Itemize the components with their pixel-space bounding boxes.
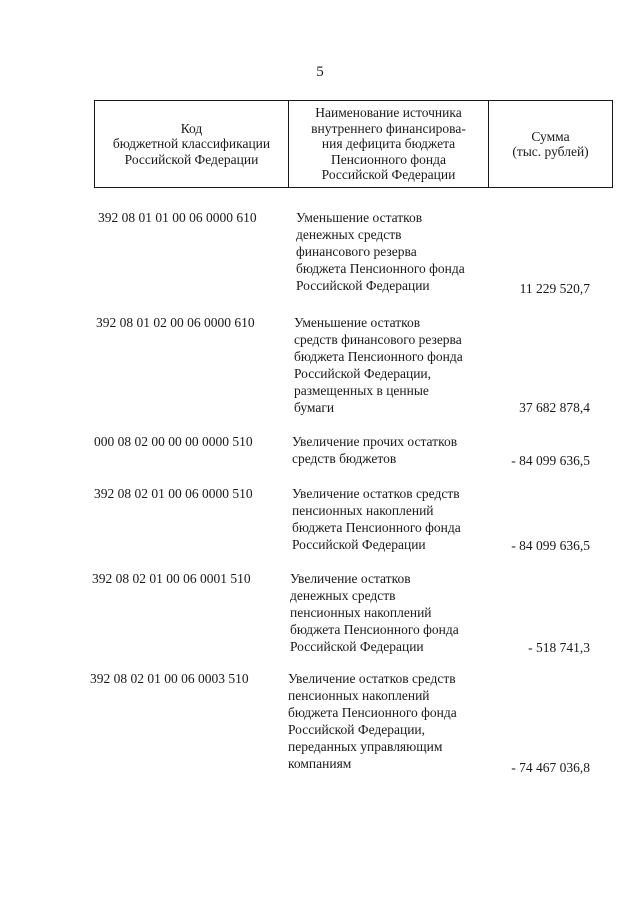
row-name-line: Российской Федерации (296, 278, 430, 293)
row-code: 392 08 02 01 00 06 0001 510 (92, 571, 251, 586)
row-name-line: бюджета Пенсионного фонда (296, 261, 465, 276)
header-name-line: Пенсионного фонда (330, 151, 447, 167)
header-name-line: внутреннего финансирова- (311, 120, 466, 136)
row-name-line: Российской Федерации (292, 537, 426, 552)
row-name-line: пенсионных накоплений (292, 503, 434, 518)
row-name-line: Увеличение остатков средств (288, 671, 456, 686)
header-name-line: ния дефицита бюджета (321, 136, 456, 152)
row-name (296, 209, 526, 294)
row-name (294, 314, 524, 416)
header-name-line: Наименование источника (315, 105, 462, 121)
table-header (94, 100, 613, 188)
header-name-line: Российской Федерации (321, 167, 456, 183)
header-amount-cell (489, 101, 613, 188)
row-code: 392 08 02 01 00 06 0003 510 (90, 671, 249, 686)
row-name-line: бюджета Пенсионного фонда (292, 520, 461, 535)
row-name-line: бюджета Пенсионного фонда (288, 705, 457, 720)
row-name-line: финансового резерва (296, 244, 417, 259)
header-amount-line: (тыс. рублей) (512, 144, 589, 159)
header-code-line: Код (180, 120, 203, 136)
row-amount: 37 682 878,4 (519, 400, 590, 415)
header-amount-line: Сумма (531, 128, 570, 144)
row-name-line: средств бюджетов (292, 451, 397, 466)
row-amount: - 518 741,3 (528, 640, 590, 655)
row-name-line: бюджета Пенсионного фонда (290, 622, 459, 637)
row-name-line: переданных управляющим (288, 739, 443, 754)
row-amount: - 84 099 636,5 (511, 538, 590, 553)
row-name-line: Российской Федерации, (288, 722, 426, 737)
header-name-cell (289, 101, 489, 188)
header-code-cell (95, 101, 289, 188)
row-code: 392 08 02 01 00 06 0000 510 (94, 486, 253, 501)
row-name-line: пенсионных накоплений (290, 605, 432, 620)
row-amount: 11 229 520,7 (519, 281, 590, 296)
row-name-line: пенсионных накоплений (288, 688, 430, 703)
row-name-line: бумаги (294, 400, 335, 415)
row-name-line: компаниям (288, 756, 352, 771)
row-name-line: Российской Федерации, (294, 366, 432, 381)
row-name-line: Увеличение остатков средств (292, 486, 460, 501)
header-code-line: бюджетной классификации (112, 136, 271, 152)
row-name-line: Российской Федерации (290, 639, 424, 654)
row-name (288, 670, 518, 772)
row-code: 000 08 02 00 00 00 0000 510 (94, 434, 253, 449)
page-number: 5 (316, 64, 324, 80)
row-name (292, 485, 522, 553)
header-code-line: Российской Федерации (124, 151, 259, 167)
row-name-line: Увеличение остатков (290, 571, 411, 586)
row-name-line: Уменьшение остатков (296, 210, 423, 225)
row-amount: - 74 467 036,8 (511, 760, 590, 775)
row-name-line: денежных средств (290, 588, 396, 603)
row-name (292, 433, 522, 467)
row-code: 392 08 01 01 00 06 0000 610 (98, 210, 257, 225)
row-name (290, 570, 520, 655)
row-name-line: бюджета Пенсионного фонда (294, 349, 463, 364)
row-name-line: размещенных в ценные (294, 383, 429, 398)
row-name-line: денежных средств (296, 227, 402, 242)
row-amount: - 84 099 636,5 (511, 453, 590, 468)
row-name-line: средств финансового резерва (294, 332, 462, 347)
row-code: 392 08 01 02 00 06 0000 610 (96, 315, 255, 330)
row-name-line: Увеличение прочих остатков (292, 434, 458, 449)
row-name-line: Уменьшение остатков (294, 315, 421, 330)
